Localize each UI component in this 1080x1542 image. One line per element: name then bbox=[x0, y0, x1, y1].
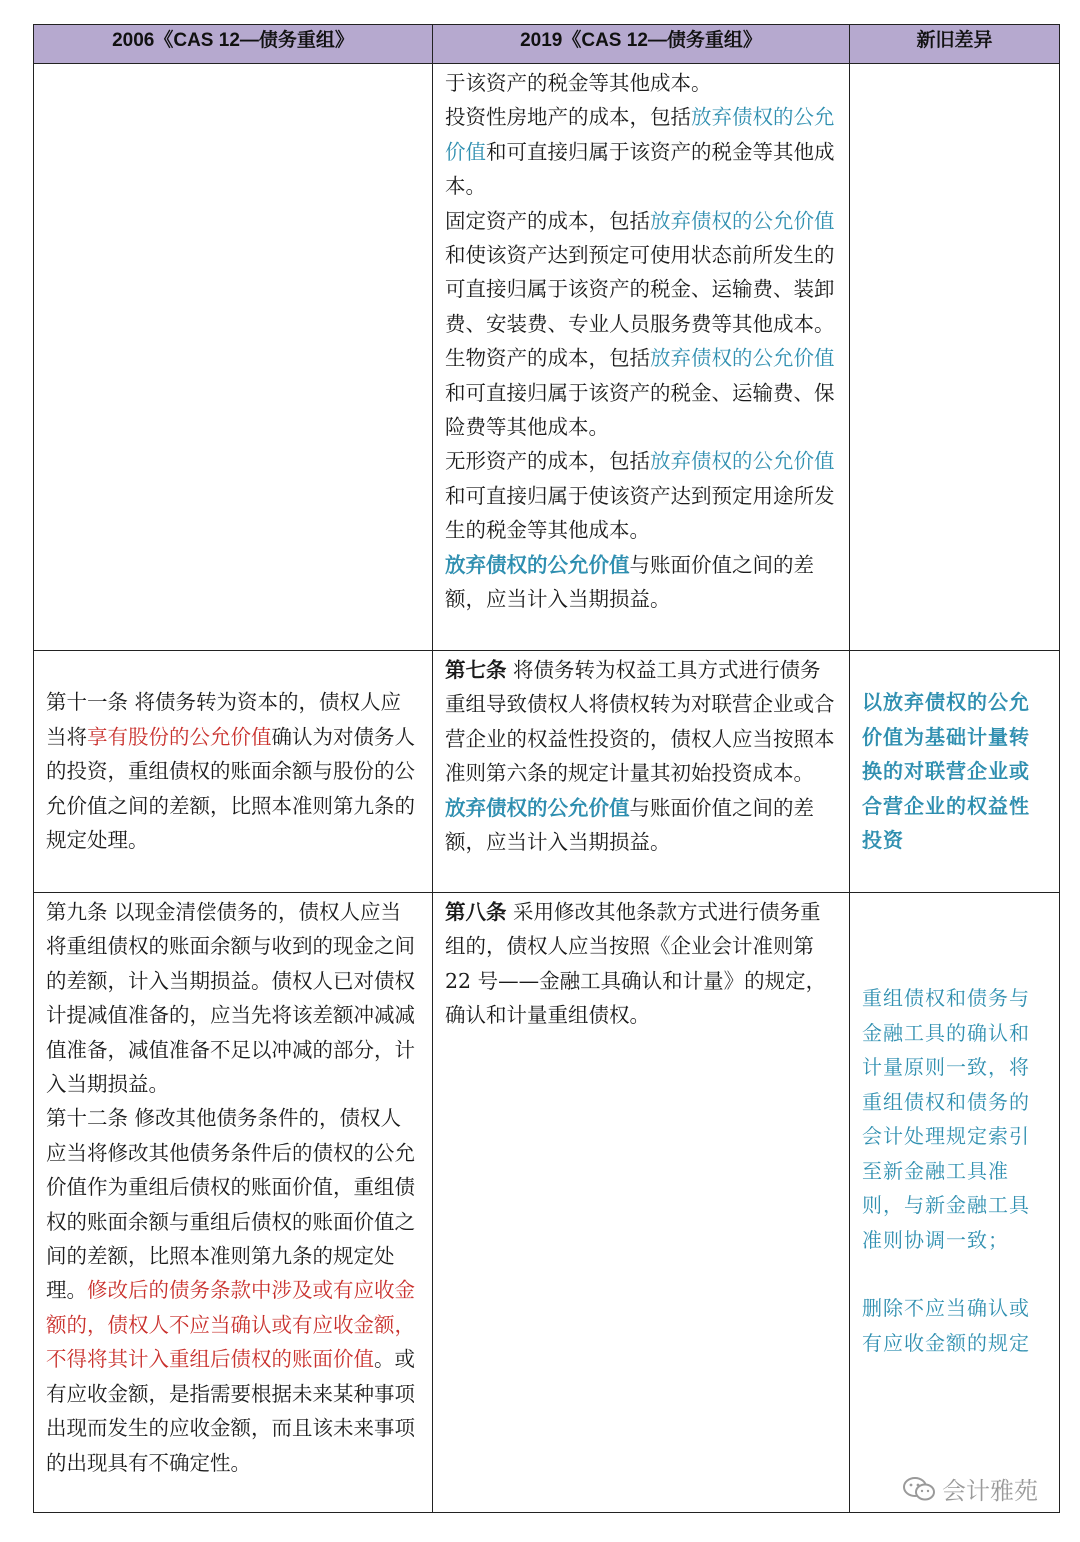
text-run: 放弃债权的公允价值 bbox=[650, 208, 835, 233]
old-cell bbox=[34, 64, 433, 651]
text-run: 采用修改其他条款方式进行债务重组的，债权人应当按照《企业会计准则第 22 号——金融工具确认和计量》的规定，确认和计量重组债权。 bbox=[445, 900, 827, 1028]
text-run: 第七条 bbox=[445, 658, 507, 682]
new-text bbox=[433, 64, 849, 619]
text-run: 放弃债权的公允价值 bbox=[445, 105, 835, 164]
table-row bbox=[34, 651, 1060, 893]
text-run: 投资性房地产的成本，包括 bbox=[445, 105, 691, 130]
paragraph bbox=[445, 66, 837, 100]
text-run: 和可直接归属于该资产的税金、运输费、保险费等其他成本。 bbox=[445, 380, 835, 440]
text-run: 第九条 以现金清偿债务的，债权人应当将重组债权的账面余额与收到的现金之间的差额，计入当期损益。债权人已对债权计提减值准备的，应当先将该差额冲减减值准备，减值准备不足以冲减的部分，计入当期损益。 bbox=[46, 900, 415, 1097]
text-run: 生物资产的成本，包括 bbox=[445, 346, 650, 371]
header-2006: 2006《CAS 12—债务重组》 bbox=[34, 25, 433, 64]
paragraph bbox=[46, 685, 420, 857]
old-cell bbox=[34, 651, 433, 893]
text-run: 和使该资产达到预定可使用状态前所发生的可直接归属于该资产的税金、运输费、装卸费、安装费、专业人员服务费等其他成本。 bbox=[445, 243, 835, 336]
diff-text: 删除不应当确认或有应收金额的规定 bbox=[862, 1296, 1030, 1355]
text-run: 与账面价值之间的差额，应当计入当期损益。 bbox=[445, 795, 814, 855]
text-run: 第十二条 修改其他债务条件的，债权人应当将修改其他债务条件后的债权的公允价值作为重组后债权的账面价值，重组债权的账面余额与重组后债权的账面价值之间的差额，比照本准则第九条的规定处理。 bbox=[46, 1106, 415, 1303]
diff-cell bbox=[850, 893, 1060, 1513]
old-text bbox=[34, 683, 432, 859]
paragraph bbox=[445, 100, 837, 203]
new-text bbox=[433, 893, 849, 1035]
new-text bbox=[433, 651, 849, 861]
watermark bbox=[902, 1471, 1038, 1506]
text-run: 于该资产的税金等其他成本。 bbox=[445, 71, 712, 95]
paragraph bbox=[445, 895, 837, 1033]
diff-cell bbox=[850, 651, 1060, 893]
text-run: 修改后的债务条款中涉及或有应收金额的，债权人不应当确认或有应收金额，不得将其计入重组后债权的账面价值 bbox=[46, 1278, 415, 1372]
text-run: 固定资产的成本，包括 bbox=[445, 208, 650, 233]
paragraph bbox=[46, 1101, 420, 1479]
table-row bbox=[34, 893, 1060, 1513]
paragraph bbox=[46, 895, 420, 1101]
new-cell bbox=[433, 893, 850, 1513]
new-cell bbox=[433, 64, 850, 651]
paragraph bbox=[445, 791, 837, 860]
text-run: 无形资产的成本，包括 bbox=[445, 449, 650, 474]
header-2019: 2019《CAS 12—债务重组》 bbox=[433, 25, 850, 64]
table-row bbox=[34, 64, 1060, 651]
paragraph bbox=[445, 204, 837, 342]
diff-cell bbox=[850, 64, 1060, 651]
text-run: 将债务转为权益工具方式进行债务重组导致债权人将债权转为对联营企业或合营企业的权益性投资的，债权人应当按照本准则第六条的规定计量其初始投资成本。 bbox=[445, 658, 835, 786]
text-run: 放弃债权的公允价值 bbox=[445, 795, 630, 820]
diff-text: 重组债权和债务与金融工具的确认和计量原则一致，将重组债权和债务的会计处理规定索引至新金融工具准则，与新金融工具准则协调一致； bbox=[862, 986, 1030, 1252]
text-run: 享有股份的公允价值 bbox=[87, 724, 272, 749]
wechat-icon bbox=[902, 1476, 936, 1502]
text-run: 和可直接归属于该资产的税金等其他成本。 bbox=[445, 139, 835, 199]
text-run: 第十一条 将债务转为资本的，债权人应当将 bbox=[46, 690, 402, 749]
text-run: 放弃债权的公允价值 bbox=[445, 552, 630, 577]
paragraph bbox=[445, 548, 837, 617]
header-diff: 新旧差异 bbox=[850, 25, 1060, 64]
paragraph bbox=[445, 341, 837, 444]
old-text bbox=[34, 893, 432, 1482]
watermark-text: 会计雅苑 bbox=[942, 1477, 1038, 1505]
text-run: 和可直接归属于使该资产达到预定用途所发生的税金等其他成本。 bbox=[445, 483, 835, 543]
paragraph bbox=[445, 653, 837, 791]
old-cell bbox=[34, 893, 433, 1513]
new-cell bbox=[433, 651, 850, 893]
header-row bbox=[34, 25, 1060, 64]
text-run: 。或有应收金额，是指需要根据未来某种事项出现而发生的应收金额，而且该未来事项的出现具有不确定性。 bbox=[46, 1347, 415, 1475]
paragraph bbox=[445, 444, 837, 547]
diff-text: 以放弃债权的公允价值为基础计量转换的对联营企业或合营企业的权益性投资 bbox=[862, 690, 1030, 853]
text-run: 放弃债权的公允价值 bbox=[650, 346, 835, 371]
comparison-table bbox=[33, 24, 1060, 1513]
text-run: 第八条 bbox=[445, 900, 507, 924]
text-run: 放弃债权的公允价值 bbox=[650, 449, 835, 474]
text-run: 确认为对债务人的投资，重组债权的账面余额与股份的公允价值之间的差额，比照本准则第九条的规定处理。 bbox=[46, 724, 415, 853]
text-run: 与账面价值之间的差额，应当计入当期损益。 bbox=[445, 552, 814, 612]
